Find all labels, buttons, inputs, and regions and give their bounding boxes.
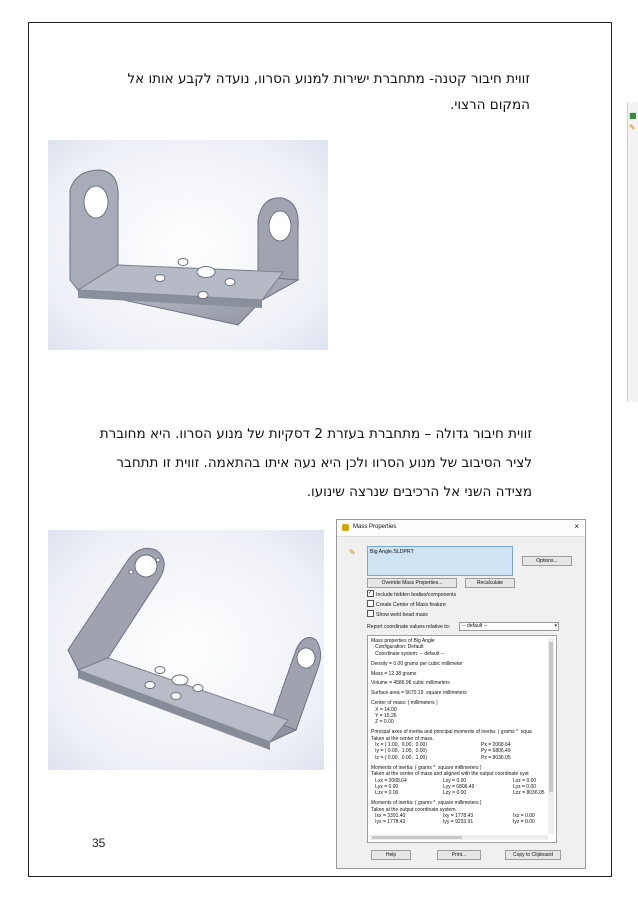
show-weld-checkbox[interactable]: Show weld bead mass bbox=[367, 611, 428, 619]
paragraph-large-bracket: זווית חיבור גדולה – מתחברת בעזרת 2 דסקיות של מנוע הסרוו. היא מחוברת לציר הסיבוב של מנוע הסרוו ולכן היא נעה איתו בהתאמה. זווית זו תתחבר מצידה השני אל הרכיבים שנרצה שינועו. bbox=[99, 426, 532, 500]
checkbox-unchecked[interactable] bbox=[367, 610, 374, 617]
selection-icon: ✎ bbox=[349, 548, 356, 557]
result-line: Mass properties of Big Angle bbox=[371, 638, 435, 644]
result-center-of-mass: Center of mass: ( millimeters ) bbox=[371, 700, 438, 707]
background-window-edge bbox=[627, 102, 638, 402]
result-row: Ixx = 3391.40 Ixy = 1778.43 Ixz = 0.00 bbox=[371, 812, 535, 819]
result-volume: Volume = 4586.96 cubic millimeters bbox=[371, 680, 450, 687]
chevron-down-icon: ▾ bbox=[554, 623, 557, 629]
results-text-area[interactable] bbox=[367, 635, 557, 843]
result-moments-output: Moments of inertia: ( grams * square millimeters ) bbox=[371, 800, 482, 807]
result-row: Ix = ( 1.00, 0.00, 0.00) Px = 2068.64 bbox=[371, 742, 511, 749]
selection-box[interactable] bbox=[367, 546, 513, 576]
result-row: Iyx = 1778.43 Iyy = 9233.91 Iyz = 0.00 bbox=[371, 819, 535, 826]
selected-item: Big Angle.SLDPRT bbox=[370, 549, 414, 555]
small-bracket-image bbox=[48, 140, 328, 350]
report-coordinates-label: Report coordinate values relative to: bbox=[367, 624, 451, 630]
result-line: Coordinate system: -- default -- bbox=[371, 650, 445, 657]
result-line: X = 14.00 bbox=[371, 706, 397, 713]
vertical-scrollbar[interactable] bbox=[548, 638, 554, 834]
mass-properties-icon bbox=[342, 524, 349, 531]
report-coordinates-select[interactable]: -- default -- ▾ bbox=[459, 622, 559, 631]
print-button[interactable]: Print... bbox=[437, 850, 481, 860]
horizontal-scrollbar[interactable] bbox=[370, 835, 548, 840]
close-icon[interactable]: × bbox=[574, 522, 579, 531]
dialog-titlebar bbox=[337, 520, 585, 537]
result-line: Z = 0.00 bbox=[371, 719, 394, 726]
checkbox-checked[interactable] bbox=[367, 590, 374, 597]
large-bracket-image bbox=[48, 530, 324, 770]
result-line: Configuration: Default bbox=[371, 644, 424, 651]
override-mass-properties-button[interactable]: Override Mass Properties... bbox=[367, 578, 457, 588]
result-row: Iy = ( 0.00, 1.00, 0.00) Py = 6806.49 bbox=[371, 748, 511, 755]
result-moments-of-inertia: Moments of inertia: ( grams * square millimeters ) bbox=[371, 764, 482, 771]
selection-icon: ✎ bbox=[629, 123, 636, 132]
result-line: Taken at the output coordinate system. bbox=[371, 806, 457, 813]
result-row: Lxx = 2068.64 Lxy = 0.00 Lxz = 0.00 bbox=[371, 777, 537, 784]
options-button[interactable]: Options... bbox=[522, 556, 572, 566]
create-center-checkbox[interactable]: Create Center of Mass feature bbox=[367, 601, 446, 609]
recalculate-button[interactable]: Recalculate bbox=[465, 578, 515, 588]
result-line: Taken at the center of mass. bbox=[371, 735, 434, 742]
result-row: Lyx = 0.00 Lyy = 6806.49 Lyz = 0.00 bbox=[371, 783, 537, 790]
result-line: Taken at the center of mass and aligned with the output coordinate syst bbox=[371, 771, 529, 778]
dialog-title: Mass Properties bbox=[353, 524, 397, 530]
page-number: 35 bbox=[92, 836, 106, 850]
mass-properties-dialog bbox=[336, 519, 586, 869]
result-principal-axes: Principal axes of inertia and principal moments of inertia: ( grams * squa bbox=[371, 729, 532, 736]
include-hidden-checkbox[interactable]: ✓Include hidden bodies/components bbox=[367, 591, 456, 599]
result-row: Lzx = 0.00 Lzy = 0.00 Lzz = 8036.05 bbox=[371, 790, 545, 797]
help-button[interactable]: Help bbox=[371, 850, 411, 860]
result-row: Iz = ( 0.00, 0.00, 1.00) Pz = 8036.05 bbox=[371, 754, 511, 761]
result-density: Density = 0.00 grams per cubic millimeter bbox=[371, 660, 463, 667]
result-mass: Mass = 12.38 grams bbox=[371, 670, 417, 677]
result-surface-area: Surface area = 5670.19 square millimeters bbox=[371, 690, 467, 697]
app-icon: ■ bbox=[629, 111, 637, 120]
result-line: Y = 15.26 bbox=[371, 713, 397, 720]
paragraph-small-bracket: זווית חיבור קטנה- מתחברת ישירות למנוע הסרוו, נועדה לקבע אותו אל המקום הרצוי. bbox=[127, 71, 530, 113]
copy-to-clipboard-button[interactable]: Copy to Clipboard bbox=[505, 850, 561, 860]
checkbox-unchecked[interactable] bbox=[367, 600, 374, 607]
